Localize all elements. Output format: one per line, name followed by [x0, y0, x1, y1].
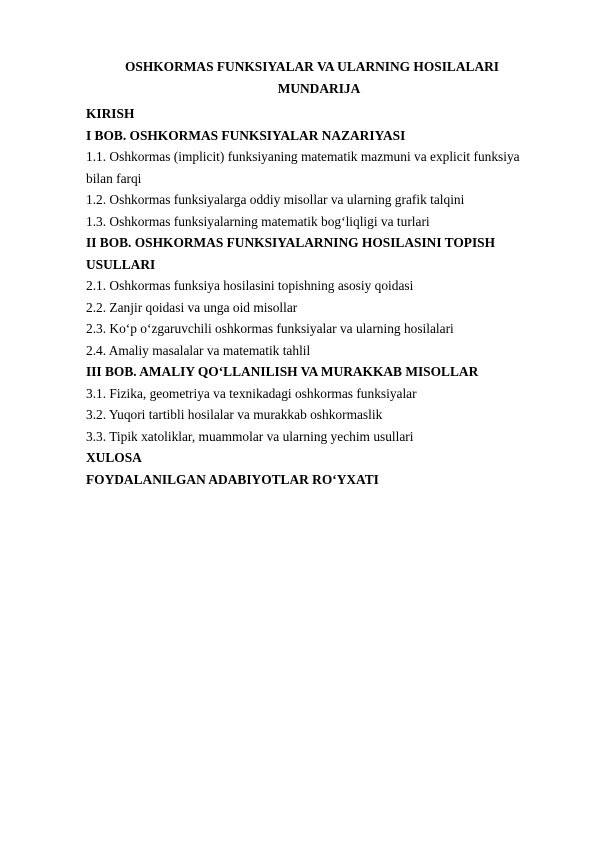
toc-entry: KIRISH [86, 106, 135, 121]
contents-heading: MUNDARIJA [277, 81, 361, 96]
toc-entry: 3.3. Tipik xatoliklar, muammolar va ularning yechim usullari [86, 428, 414, 444]
document-title: OSHKORMAS FUNKSIYALAR VA ULARNING HOSILALARI [124, 59, 500, 74]
table-of-contents [86, 103, 566, 490]
toc-entry: 3.1. Fizika, geometriya va texnikadagi oshkormas funksiyalar [86, 385, 417, 401]
toc-entry: I BOB. OSHKORMAS FUNKSIYALAR NAZARIYASI [86, 127, 406, 143]
toc-entry: 2.2. Zanjir qoidasi va unga oid misollar [86, 299, 298, 315]
toc-entry: 1.1. Oshkormas (implicit) funksiyaning matematik mazmuni va explicit funksiya [86, 149, 520, 164]
toc-entry: II BOB. OSHKORMAS FUNKSIYALARNING HOSILASINI TOPISH [86, 235, 496, 250]
toc-entry: bilan farqi [86, 170, 142, 186]
toc-entry: 1.3. Oshkormas funksiyalarning matematik bog‘liqligi va turlari [86, 213, 430, 229]
toc-entry: FOYDALANILGAN ADABIYOTLAR RO‘YXATI [86, 471, 379, 487]
toc-entry: USULLARI [86, 256, 156, 272]
toc-entry: 2.4. Amaliy masalalar va matematik tahlil [86, 342, 311, 358]
toc-entry: 1.2. Oshkormas funksiyalarga oddiy misollar va ularning grafik talqini [86, 192, 465, 207]
toc-entry: XULOSA [86, 450, 142, 465]
toc-entry: 2.1. Oshkormas funksiya hosilasini topishning asosiy qoidasi [86, 278, 414, 293]
toc-entry: 3.2. Yuqori tartibli hosilalar va murakkab oshkormaslik [86, 407, 383, 422]
toc-entry: 2.3. Ko‘p o‘zgaruvchili oshkormas funksiyalar va ularning hosilalari [86, 321, 454, 336]
toc-entry: III BOB. AMALIY QO‘LLANILISH VA MURAKKAB MISOLLAR [86, 364, 479, 379]
